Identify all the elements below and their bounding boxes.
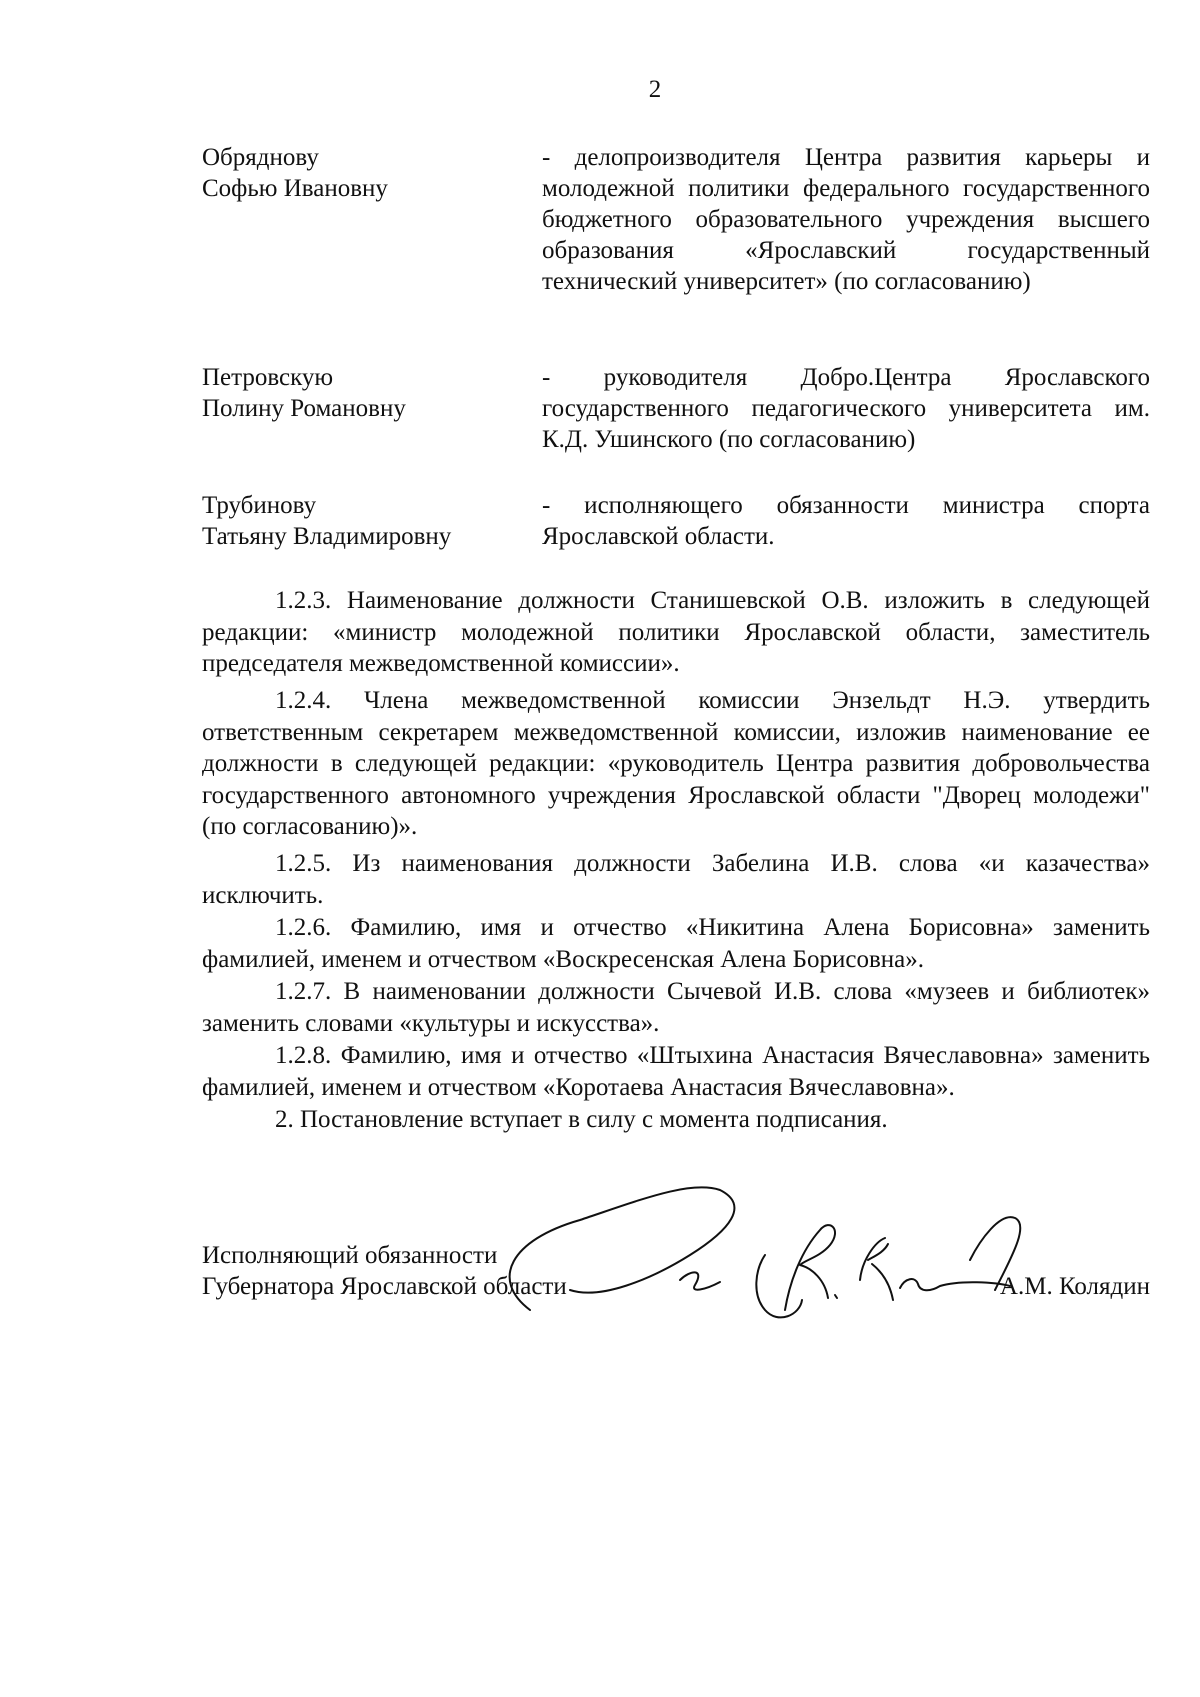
signatory-title-line2: Губернатора Ярославской области: [202, 1273, 567, 1300]
paragraph-1-2-4: 1.2.4. Члена межведомственной комиссии Энзельдт Н.Э. утвердить ответственным секретарем межведомственной комиссии, изложив наименование ее должности в следующей редакции: «руководитель Центра развития добровольчества государственного автономного учреждения Ярославской области "Дворец молодежи" (по согласованию)».: [202, 687, 1150, 840]
signatory-title-line1: Исполняющий обязанности: [202, 1242, 498, 1269]
member-position: - исполняющего обязанности министра спорта Ярославской области.: [542, 492, 1150, 550]
member-name: [202, 490, 522, 552]
page-number: 2: [648, 76, 662, 103]
paragraph-1-2-5: 1.2.5. Из наименования должности Забелина И.В. слова «и казачества» исключить.: [202, 850, 1150, 909]
member-given-names: Софью Ивановну: [202, 175, 388, 202]
member-position: - делопроизводителя Центра развития карьеры и молодежной политики федерального государственного бюджетного образовательного учреждения высшего образования «Ярославский государственный технический университет» (по согласованию): [542, 144, 1150, 295]
signatory-name: А.М. Колядин: [999, 1273, 1150, 1300]
member-surname: Петровскую: [202, 364, 334, 391]
member-given-names: Татьяну Владимировну: [202, 523, 452, 550]
paragraph-1-2-7: 1.2.7. В наименовании должности Сычевой И.В. слова «музеев и библиотек» заменить словами «культуры и искусства».: [202, 978, 1150, 1037]
paragraph-2: 2. Постановление вступает в силу с момента подписания.: [275, 1106, 888, 1133]
paragraph-1-2-3: 1.2.3. Наименование должности Станишевской О.В. изложить в следующей редакции: «министр молодежной политики Ярославской области, заместитель председателя межведомственной комиссии».: [202, 587, 1150, 677]
member-given-names: Полину Романовну: [202, 395, 406, 422]
member-surname: Обряднову: [202, 144, 319, 171]
paragraph-1-2-8: 1.2.8. Фамилию, имя и отчество «Штыхина Анастасия Вячеславовна» заменить фамилией, именем и отчеством «Коротаева Анастасия Вячеславовна».: [202, 1042, 1150, 1101]
member-name: [202, 142, 522, 204]
member-surname: Трубинову: [202, 492, 317, 519]
paragraph-1-2-6: 1.2.6. Фамилию, имя и отчество «Никитина Алена Борисовна» заменить фамилией, именем и отчеством «Воскресенская Алена Борисовна».: [202, 914, 1150, 973]
member-position: - руководителя Добро.Центра Ярославского государственного педагогического университета им. К.Д. Ушинского (по согласованию): [542, 364, 1150, 453]
member-name: [202, 362, 522, 424]
signature-block: [202, 1240, 1150, 1302]
